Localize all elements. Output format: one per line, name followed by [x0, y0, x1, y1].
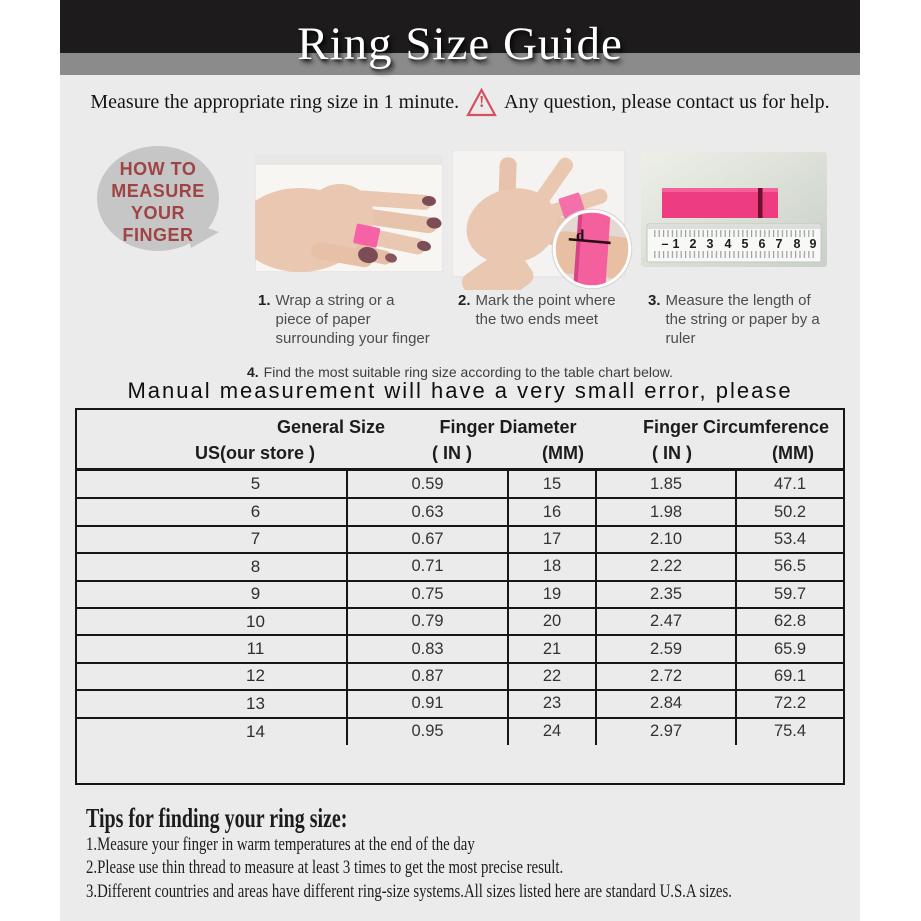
cell-c-mm: 69.1 — [736, 663, 843, 690]
step4-text: Find the most suitable ring size according to the table chart below. — [263, 364, 674, 380]
table-row — [77, 498, 843, 525]
table-row — [77, 526, 843, 553]
cell-d-in: 0.67 — [347, 526, 508, 553]
ruler-number: 2 — [689, 237, 697, 251]
cell-c-mm: 62.8 — [736, 608, 843, 635]
bubble-line: YOUR — [130, 203, 185, 223]
cell-us: 7 — [77, 526, 347, 553]
header-us-store: US(our store ) — [194, 443, 316, 463]
cell-d-mm: 20 — [508, 608, 596, 635]
cell-us: 5 — [77, 471, 347, 498]
cell-c-in: 2.22 — [596, 553, 736, 580]
page-title: Ring Size Guide — [297, 18, 623, 70]
step3-caption — [648, 291, 830, 348]
ruler-number: 9 — [809, 237, 817, 251]
header-diameter-in: ( IN ) — [432, 443, 472, 463]
step2-number: 2. — [458, 292, 471, 309]
header-diameter-mm: (MM) — [542, 443, 584, 463]
table-row — [77, 581, 843, 608]
cell-c-mm: 75.4 — [736, 718, 843, 745]
cell-d-mm: 21 — [508, 635, 596, 662]
step1-caption — [258, 291, 430, 348]
header-circumference-mm: (MM) — [772, 443, 814, 463]
cell-c-in: 2.47 — [596, 608, 736, 635]
tip-3-text: 3.Different countries and areas have different ring-size systems.All sizes listed here are standard U.S.A sizes. — [86, 881, 732, 902]
step4-number: 4. — [246, 364, 259, 380]
ruler-number: 3 — [706, 237, 714, 251]
cell-d-in: 0.79 — [347, 608, 508, 635]
ruler-number: 7 — [775, 237, 783, 251]
cell-d-mm: 24 — [508, 718, 596, 745]
tip-1-text: 1.Measure your finger in warm temperatures at the end of the day — [86, 835, 475, 855]
cell-c-in: 1.98 — [596, 498, 736, 525]
ruler-number: 5 — [741, 237, 749, 251]
content-panel — [60, 0, 860, 921]
bubble-line: MEASURE — [111, 181, 205, 201]
cell-d-in: 0.95 — [347, 718, 508, 745]
cell-d-in: 0.59 — [347, 471, 508, 498]
ruler-number: 1 — [672, 237, 680, 251]
step2-text: Mark the point where the two ends meet — [475, 292, 616, 328]
measurement-notice: Manual measurement will have a very small error, please — [127, 378, 793, 403]
table-row — [77, 718, 843, 745]
cell-d-mm: 18 — [508, 553, 596, 580]
step3-text: Measure the length of the string or paper by a ruler — [665, 292, 820, 347]
cell-us: 12 — [77, 663, 347, 690]
cell-us: 13 — [77, 690, 347, 717]
cell-d-in: 0.87 — [347, 663, 508, 690]
tip-item — [86, 834, 893, 857]
cell-us: 14 — [77, 718, 347, 745]
cell-d-mm: 23 — [508, 690, 596, 717]
cell-us: 9 — [77, 581, 347, 608]
cell-d-in: 0.83 — [347, 635, 508, 662]
cell-c-mm: 59.7 — [736, 581, 843, 608]
ruler-number: 8 — [793, 237, 801, 251]
cell-us: 11 — [77, 635, 347, 662]
cell-c-in: 2.97 — [596, 718, 736, 745]
table-row — [77, 663, 843, 690]
step2-caption — [458, 291, 626, 329]
warning-triangle-icon — [466, 88, 497, 117]
intro-text-right: Any question, please contact us for help. — [504, 91, 830, 113]
cell-d-in: 0.75 — [347, 581, 508, 608]
ring-size-table — [75, 408, 845, 785]
cell-c-in: 1.85 — [596, 471, 736, 498]
table-row — [77, 608, 843, 635]
cell-c-mm: 72.2 — [736, 690, 843, 717]
inset-d-label: d — [576, 228, 585, 244]
cell-d-in: 0.71 — [347, 553, 508, 580]
cell-d-mm: 16 — [508, 498, 596, 525]
cell-c-in: 2.59 — [596, 635, 736, 662]
cell-c-in: 2.35 — [596, 581, 736, 608]
tips-section — [86, 803, 893, 904]
bubble-text — [97, 158, 219, 246]
table-row — [77, 690, 843, 717]
cell-d-mm: 19 — [508, 581, 596, 608]
header-circumference-in: ( IN ) — [652, 443, 692, 463]
bubble-line: FINGER — [122, 225, 194, 245]
ruler-dash: – — [661, 237, 669, 251]
intro-line — [60, 88, 860, 117]
header-finger-circumference: Finger Circumference — [642, 417, 830, 437]
cell-us: 6 — [77, 498, 347, 525]
tips-title — [86, 803, 893, 834]
intro-text-left: Measure the appropriate ring size in 1 minute. — [90, 91, 460, 113]
tip-2-text: 2.Please use thin thread to measure at least 3 times to get the most precise result. — [86, 858, 564, 879]
table-body — [77, 471, 843, 745]
step3-number: 3. — [648, 292, 661, 309]
cell-d-mm: 15 — [508, 471, 596, 498]
header-finger-diameter: Finger Diameter — [439, 417, 577, 437]
table-row — [77, 553, 843, 580]
step1-text: Wrap a string or a piece of paper surrounding your finger — [275, 292, 430, 347]
photo-step2-hand — [452, 150, 634, 295]
cell-d-in: 0.63 — [347, 498, 508, 525]
cell-us: 8 — [77, 553, 347, 580]
cell-c-in: 2.72 — [596, 663, 736, 690]
cell-c-mm: 47.1 — [736, 471, 843, 498]
cell-c-mm: 53.4 — [736, 526, 843, 553]
step1-number: 1. — [258, 292, 271, 309]
tips-title-text: Tips for finding your ring size: — [86, 803, 348, 833]
bubble-line: HOW TO — [119, 159, 197, 179]
cell-d-in: 0.91 — [347, 690, 508, 717]
ruler-number: 4 — [724, 237, 732, 251]
ruler-number: 6 — [758, 237, 766, 251]
header-general-size: General Size — [276, 417, 386, 437]
photo-step1-hand — [255, 155, 443, 277]
table-row — [77, 471, 843, 498]
cell-c-in: 2.84 — [596, 690, 736, 717]
cell-c-mm: 65.9 — [736, 635, 843, 662]
cell-d-mm: 17 — [508, 526, 596, 553]
cell-c-in: 2.10 — [596, 526, 736, 553]
tip-item — [86, 857, 893, 880]
cell-c-mm: 50.2 — [736, 498, 843, 525]
table-row — [77, 635, 843, 662]
photo-step3-ruler — [641, 152, 827, 272]
table-header — [77, 410, 843, 471]
warning-exclamation: ! — [478, 92, 485, 111]
cell-c-mm: 56.5 — [736, 553, 843, 580]
tip-item — [86, 881, 893, 904]
cell-d-mm: 22 — [508, 663, 596, 690]
cell-us: 10 — [77, 608, 347, 635]
